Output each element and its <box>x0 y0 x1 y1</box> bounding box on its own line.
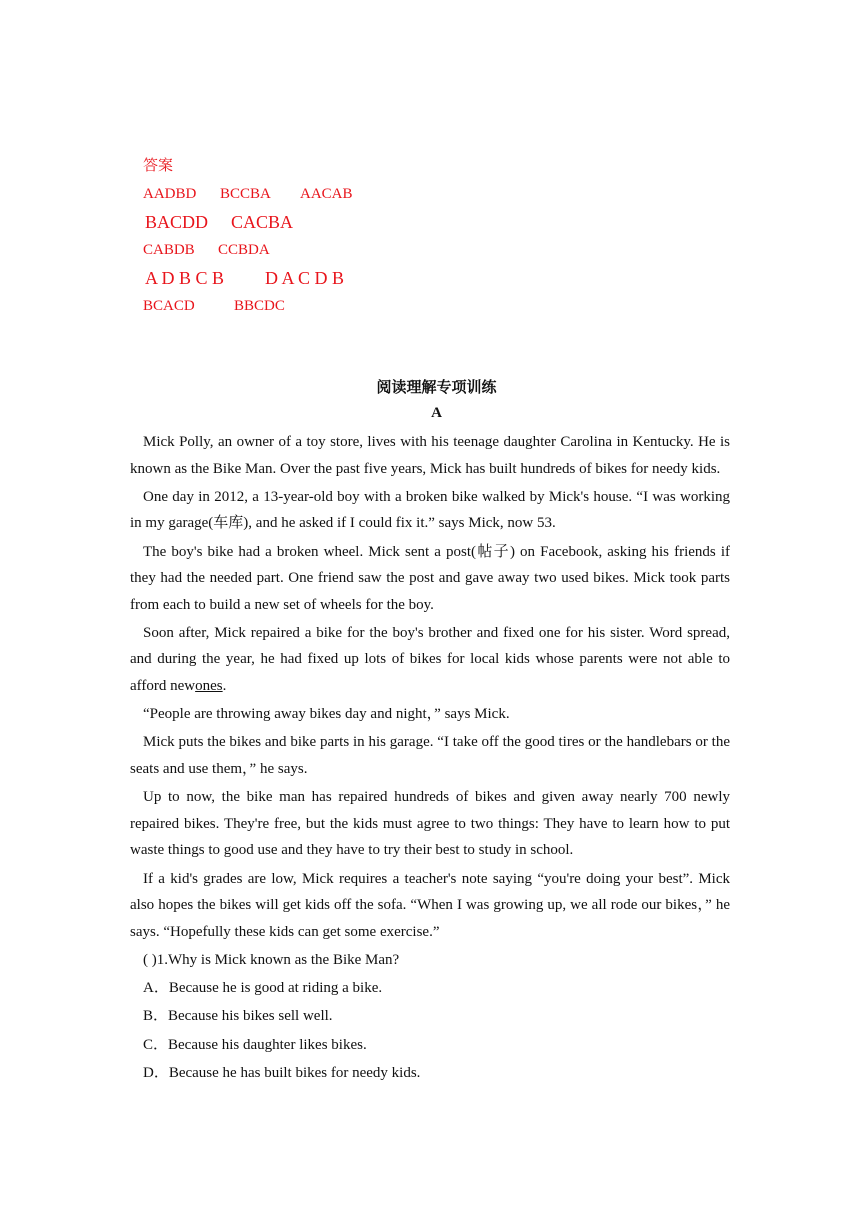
answer-group: BBCDC <box>234 298 285 314</box>
reading-passage <box>130 429 730 1088</box>
paragraph: Mick puts the bikes and bike parts in his garage. “I take off the good tires or the handlebars or the seats and use them，” he says. <box>130 734 730 777</box>
answer-group: BACDD <box>145 212 209 232</box>
answer-row <box>145 268 345 289</box>
underlined-word: ones <box>195 677 223 694</box>
answer-group: CABDB <box>143 242 195 258</box>
answer-group: BCACD <box>143 298 195 314</box>
answer-row <box>143 298 285 315</box>
option-b: B．Because his bikes sell well. <box>143 1008 333 1025</box>
paragraph: If a kid's grades are low, Mick requires a teacher's note saying “you're doing your best”. Mick also hopes the bikes will get kids off the sofa. “When I was growing up, we all rode our bikes，” he says. “Hopefully these kids can get some exercise.” <box>130 870 730 940</box>
paragraph: One day in 2012, a 13-year-old boy with a broken bike walked by Mick's house. “I was working in my garage(车库), and he asked if I could fix it.” says Mick, now 53. <box>130 488 730 532</box>
option-d: D．Because he has built bikes for needy kids. <box>143 1065 421 1082</box>
answer-row <box>143 242 270 259</box>
answer-group: CACBA <box>231 212 294 232</box>
paragraph: Mick Polly, an owner of a toy store, lives with his teenage daughter Carolina in Kentucky. He is known as the Bike Man. Over the past five years, Mick has built hundreds of bikes for needy kids. <box>130 434 730 477</box>
answer-group: D A C D B <box>265 268 345 288</box>
answer-row <box>143 186 353 203</box>
paragraph-text: Soon after, Mick repaired a bike for the boy's brother and fixed one for his sister. Word spread, and during the year, he had fixed up lots of bikes for local kids whose parents were not able to afford new <box>130 624 730 694</box>
paragraph-punct: . <box>222 677 227 694</box>
page-title: 阅读理解专项训练 <box>376 380 497 396</box>
answer-key-title: 答案 <box>143 158 174 174</box>
answer-group: AACAB <box>300 186 353 202</box>
paragraph: The boy's bike had a broken wheel. Mick sent a post(帖子) on Facebook, asking his friends if they had the needed part. One friend saw the post and gave away two used bikes. Mick took parts from each to build a new set of wheels for the boy. <box>130 543 730 613</box>
answer-row <box>145 212 294 233</box>
answer-group: AADBD <box>143 186 197 202</box>
paragraph: Up to now, the bike man has repaired hundreds of bikes and given away nearly 700 newly repaired bikes. They're free, but the kids must agree to two things: They have to learn how to put waste things to good use and they have to try their best to study in school. <box>130 789 730 859</box>
answer-group: BCCBA <box>220 186 271 202</box>
question-stem: ( )1.Why is Mick known as the Bike Man? <box>143 951 400 968</box>
answer-group: CCBDA <box>218 242 270 258</box>
answer-group: A D B C B <box>145 268 225 288</box>
paragraph: “People are throwing away bikes day and night，” says Mick. <box>143 706 510 723</box>
option-a: A．Because he is good at riding a bike. <box>143 980 383 997</box>
section-heading: A <box>431 405 442 421</box>
option-c: C．Because his daughter likes bikes. <box>143 1036 367 1053</box>
paragraph <box>130 620 730 700</box>
